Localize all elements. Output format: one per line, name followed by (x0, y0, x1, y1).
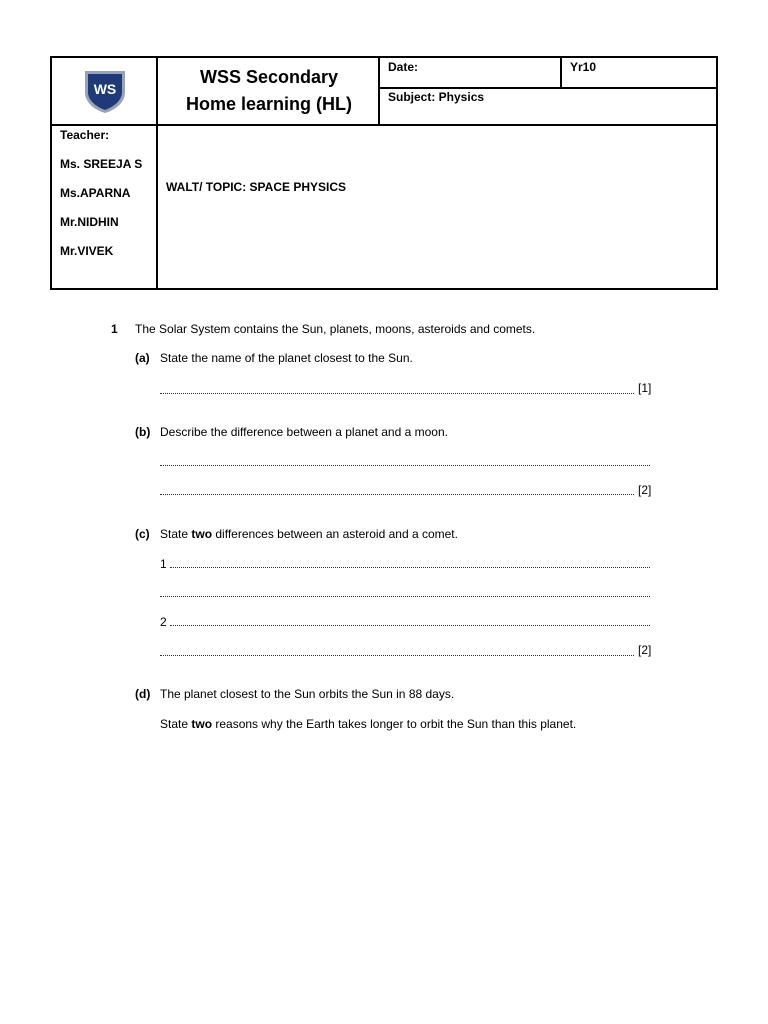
marks: [2] (638, 483, 652, 497)
subject-field: Subject: Physics (388, 90, 485, 104)
teacher-label: Teacher: (60, 128, 110, 142)
answer-line[interactable] (170, 557, 650, 568)
answer-line[interactable] (160, 455, 650, 466)
text-segment: State (160, 527, 192, 541)
teacher-name: Mr.NIDHIN (60, 215, 119, 229)
part-label: (d) (135, 687, 151, 701)
answer-line[interactable] (160, 586, 650, 597)
answer-line[interactable] (170, 615, 650, 626)
answer-line[interactable] (160, 645, 634, 656)
part-text (160, 527, 458, 541)
answer-line[interactable] (160, 484, 634, 495)
teacher-name: Ms. SREEJA S (60, 157, 143, 171)
logo-text: WS (93, 81, 117, 97)
part-label: (c) (135, 527, 150, 541)
divider (378, 87, 716, 89)
document-title (160, 58, 378, 124)
text-segment: differences between an asteroid and a comet. (212, 527, 458, 541)
question-number: 1 (111, 322, 118, 336)
emphasis-text: two (191, 717, 213, 731)
school-logo (52, 58, 158, 124)
walt-topic: WALT/ TOPIC: SPACE PHYSICS (166, 180, 347, 194)
answer-number: 2 (160, 615, 167, 629)
marks: [2] (638, 643, 652, 657)
part-text (160, 717, 576, 731)
teacher-name: Mr.VIVEK (60, 244, 114, 258)
title-text: WSS Secondary Home learning (HL) (185, 67, 352, 114)
marks: [1] (638, 381, 652, 395)
answer-line[interactable] (160, 383, 634, 394)
header-table (50, 56, 718, 290)
divider (378, 58, 380, 124)
answer-number: 1 (160, 557, 167, 571)
teacher-name: Ms.APARNA (60, 186, 131, 200)
part-label: (b) (135, 425, 151, 439)
date-field: Date: (388, 60, 419, 74)
question-intro: The Solar System contains the Sun, planets, moons, asteroids and comets. (135, 322, 536, 336)
part-text: Describe the difference between a planet and a moon. (160, 425, 448, 439)
part-text: The planet closest to the Sun orbits the Sun in 88 days. (160, 687, 455, 701)
teacher-list (52, 126, 158, 273)
part-text: State the name of the planet closest to the Sun. (160, 351, 413, 365)
text-segment: State (160, 717, 192, 731)
year-group: Yr10 (570, 60, 597, 74)
emphasis-text: two (191, 527, 213, 541)
shield-icon (82, 68, 128, 114)
text-segment: reasons why the Earth takes longer to orbit the Sun than this planet. (212, 717, 577, 731)
part-label: (a) (135, 351, 150, 365)
